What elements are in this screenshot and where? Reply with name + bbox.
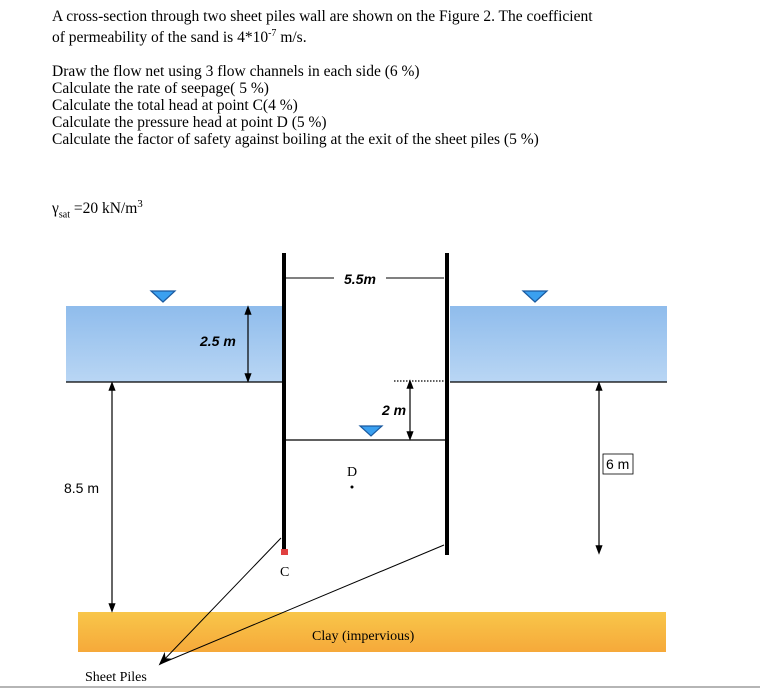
sheet-piles-label: Sheet Piles [85, 670, 147, 685]
dim-left-total-label: 8.5 m [64, 480, 100, 496]
task-4: Calculate the pressure head at point D (5 %) [52, 114, 327, 132]
task-2: Calculate the rate of seepage( 5 %) [52, 80, 269, 98]
point-c-label: C [280, 565, 290, 580]
gamma-exponent: 3 [137, 198, 143, 210]
gamma-symbol: γ [52, 200, 59, 218]
intro-line-1: A cross-section through two sheet piles wall are shown on the Figure 2. The coefficient [52, 8, 593, 25]
page-bottom-border [0, 686, 760, 688]
point-d-label: D [347, 465, 358, 480]
task-5: Calculate the factor of safety against boiling at the exit of the sheet piles (5 %) [52, 131, 539, 149]
clay-label: Clay (impervious) [312, 629, 415, 644]
water-left [66, 306, 282, 382]
water-right [450, 306, 667, 382]
dim-inner-label: 2 m [382, 402, 407, 418]
water-level-left-icon [151, 291, 175, 302]
dim-top-label: 5.5m [344, 271, 376, 287]
water-level-inner-icon [360, 426, 382, 436]
task-1: Draw the flow net using 3 flow channels in each side (6 %) [52, 63, 420, 81]
intro-line-2-unit: m/s. [276, 29, 307, 47]
water-level-right-icon [523, 291, 547, 302]
gamma-subscript: sat [58, 209, 70, 221]
dim-right-label: 6 m [606, 456, 630, 472]
gamma-value: =20 kN/m [69, 200, 138, 218]
exponent: -7 [268, 28, 277, 39]
pile-tip-c [281, 549, 288, 555]
task-3: Calculate the total head at point C(4 %) [52, 97, 298, 115]
dim-left-water-label: 2.5 m [200, 333, 236, 349]
intro-line-2-text: of permeability of the sand is 4*10 [52, 29, 269, 47]
point-d-marker [351, 486, 354, 489]
